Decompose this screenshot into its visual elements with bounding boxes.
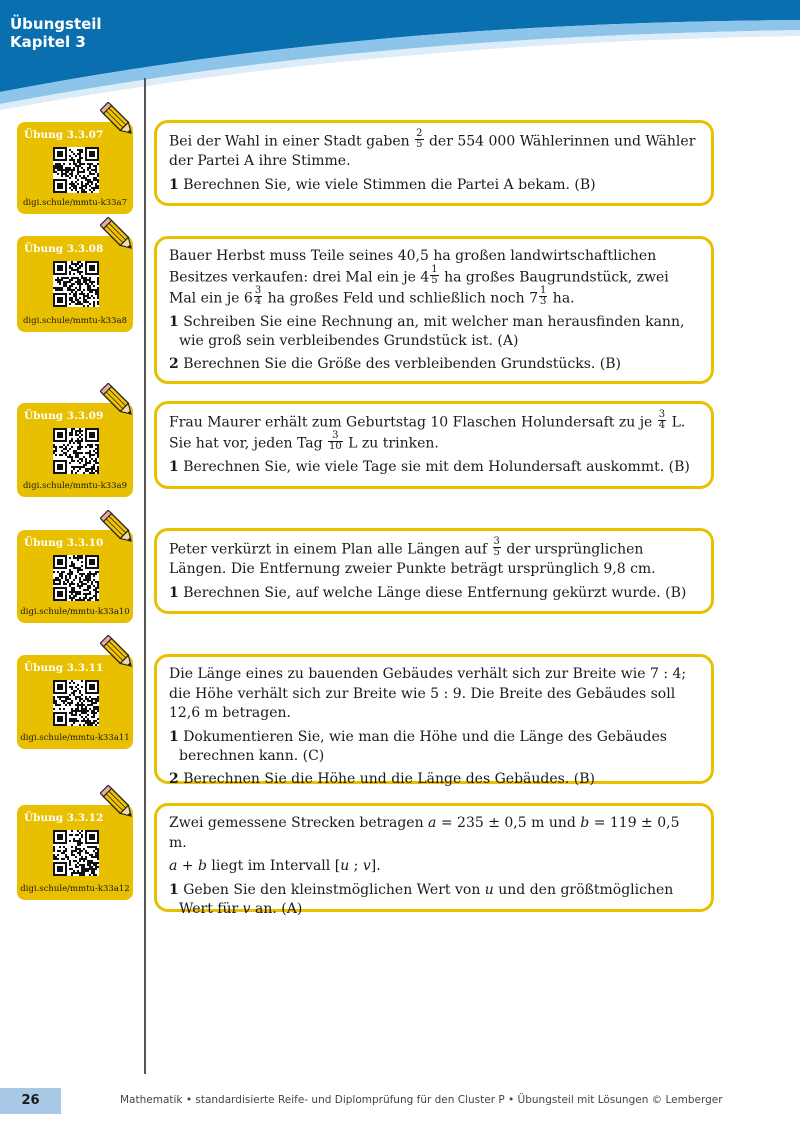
exercise-intro: Bauer Herbst muss Teile seines 40,5 ha großen landwirtschaftlichen Besitzes verkaufen: drei Mal ein je 4 $\frac{1}{5}$ ha großes Baugrundstück, zwei Mal ein je 6 $\frac{3}{4}$ ha großes Feld und schließlich noch 7 $\frac{1}{3}$ ha.	[169, 248, 669, 307]
exercise-intro: Die Länge eines zu bauenden Gebäudes verhält sich zur Breite wie 7 : 4; die Höhe verhält sich zur Breite wie 5 : 9. Die Breite des Gebäudes soll 12,6 m betragen.	[169, 666, 687, 721]
task-item: 1 Schreiben Sie eine Rechnung an, mit welcher man herausfinden kann, wie groß sein verbleibendes Grundstück ist. (A)	[169, 313, 685, 349]
fraction: $\frac{2}{5}$	[416, 128, 423, 150]
fraction: $\frac{3}{4}$	[254, 284, 262, 307]
qr-code-icon[interactable]	[53, 261, 99, 307]
fraction: $\frac{1}{3}$	[539, 284, 547, 307]
exercise-box	[154, 803, 714, 917]
header-band	[0, 0, 800, 110]
task-item: 2 Berechnen Sie die Größe des verbleibenden Grundstücks. (B)	[169, 355, 622, 372]
task-item: 2 Berechnen Sie die Höhe und die Länge des Gebäudes. (B)	[169, 770, 595, 787]
page-number: 26	[0, 1088, 61, 1114]
margin-divider	[144, 78, 146, 1074]
exercise-box	[154, 236, 714, 384]
exercise-label: Übung 3.3.12	[24, 812, 104, 824]
exercise-link[interactable]: digi.schule/mmtu-k33a12	[20, 884, 130, 894]
task-item: 1 Berechnen Sie, auf welche Länge diese Entfernung gekürzt wurde. (B)	[169, 584, 687, 601]
pencil-icon	[100, 102, 138, 140]
fraction: $\frac{3}{4}$	[658, 409, 666, 431]
exercise-label: Übung 3.3.07	[24, 129, 104, 141]
exercise-intro: Peter verkürzt in einem Plan alle Längen auf $\frac{3}{5}$ der ursprünglichen Längen. Die Entfernung zweier Punkte beträgt ursprünglich 9,8 cm.	[169, 536, 656, 577]
fraction: $\frac{3}{5}$	[493, 536, 500, 558]
exercise-label: Übung 3.3.11	[24, 662, 104, 674]
pencil-icon	[100, 217, 138, 255]
exercise-box	[154, 401, 714, 489]
pencil-icon	[100, 383, 138, 421]
exercise-link[interactable]: digi.schule/mmtu-k33a7	[22, 198, 128, 208]
exercise-intro: Bei der Wahl in einer Stadt gaben $\frac{2}{5}$ der 554 000 Wählerinnen und Wähler der Partei A ihre Stimme.	[169, 128, 696, 169]
exercise-link[interactable]: digi.schule/mmtu-k33a11	[20, 733, 130, 743]
task-item: 1 Berechnen Sie, wie viele Tage sie mit dem Holundersaft auskommt. (B)	[169, 459, 690, 475]
task-item: 1 Dokumentieren Sie, wie man die Höhe und die Länge des Gebäudes berechnen kann. (C)	[169, 728, 667, 764]
qr-code-icon[interactable]	[53, 555, 99, 601]
qr-code-icon[interactable]	[53, 147, 99, 193]
footer-text: Mathematik • standardisierte Reife- und Diplomprüfung für den Cluster P • Übungsteil mit Lösungen © Lemberger	[120, 1094, 723, 1106]
exercise-link[interactable]: digi.schule/mmtu-k33a10	[20, 607, 130, 617]
qr-code-icon[interactable]	[53, 680, 99, 726]
qr-code-icon[interactable]	[53, 428, 99, 474]
qr-code-icon[interactable]	[53, 830, 99, 876]
task-item: 1 Berechnen Sie, wie viele Stimmen die Partei A bekam. (B)	[169, 176, 596, 193]
fraction: $\frac{1}{5}$	[431, 263, 438, 286]
exercise-intro: Zwei gemessene Strecken betragen a = 235 ± 0,5 m und b = 119 ± 0,5 m.	[169, 815, 680, 851]
exercise-intro: Frau Maurer erhält zum Geburtstag 10 Flaschen Holundersaft zu je $\frac{3}{4}$ L. Sie hat vor, jeden Tag $\frac{3}{10}$ L zu trinken.	[169, 409, 686, 452]
task-item: 1 Geben Sie den kleinstmöglichen Wert von u und den größtmöglichen Wert für v an. (A)	[169, 881, 674, 917]
exercise-box	[154, 654, 714, 787]
exercise-link[interactable]: digi.schule/mmtu-k33a8	[22, 316, 128, 326]
exercise-intro-line2: a + b liegt im Intervall [u ; v].	[169, 858, 381, 874]
fraction: $\frac{3}{10}$	[329, 430, 342, 452]
section-title: Übungsteil	[10, 15, 102, 33]
exercise-label: Übung 3.3.08	[24, 243, 104, 255]
exercise-link[interactable]: digi.schule/mmtu-k33a9	[22, 481, 128, 491]
exercise-label: Übung 3.3.10	[24, 537, 104, 549]
pencil-icon	[100, 785, 138, 823]
exercise-label: Übung 3.3.09	[24, 410, 104, 422]
pencil-icon	[100, 635, 138, 673]
pencil-icon	[100, 510, 138, 548]
exercise-box	[154, 120, 714, 206]
chapter-title: Kapitel 3	[10, 33, 86, 51]
exercise-box	[154, 528, 714, 614]
